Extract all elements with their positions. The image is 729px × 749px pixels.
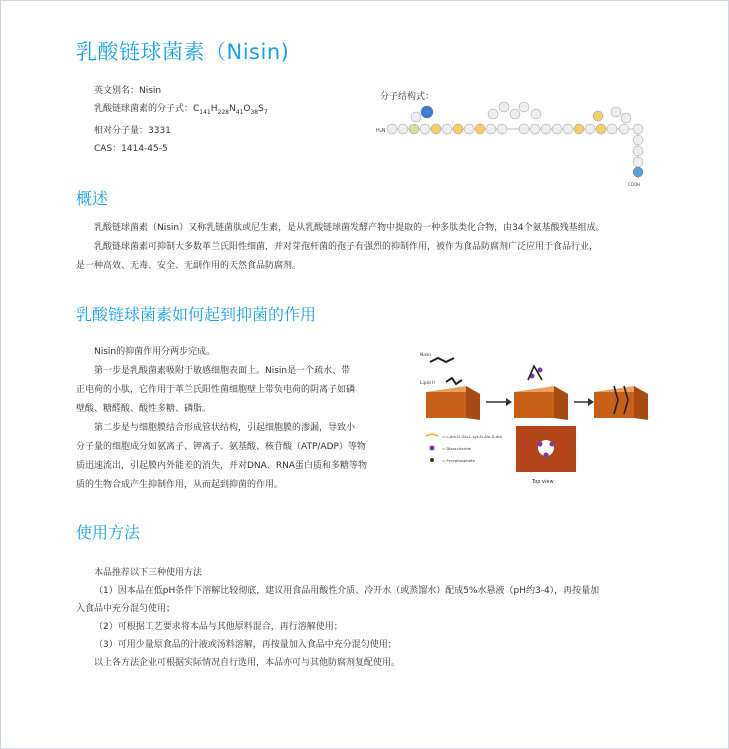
cas-line: CAS：1414-45-5 bbox=[94, 143, 168, 154]
usage-method-3: （3）可用少量原食品的汁液或汤料溶解，再按量加入食品中充分混匀使用； bbox=[94, 640, 397, 650]
molecule-structure-diagram bbox=[376, 102, 656, 188]
residue bbox=[531, 109, 541, 119]
residue bbox=[585, 124, 595, 134]
section-heading-usage: 使用方法 bbox=[76, 523, 141, 542]
residue bbox=[420, 124, 430, 134]
mechanism-line: 正电荷的小肽，它作用于革兰氏阳性菌细胞壁上带负电荷的阴离子如磷 bbox=[76, 385, 356, 395]
membrane-block bbox=[594, 386, 648, 420]
residue bbox=[519, 102, 529, 112]
chain-residues bbox=[387, 102, 643, 177]
usage-method-1b: 入食品中充分混匀使用； bbox=[76, 604, 176, 614]
residue bbox=[442, 124, 452, 134]
residue bbox=[453, 124, 463, 134]
mechanism-line: 质的生物合成产生抑制作用，从而起到抑菌的作用。 bbox=[76, 480, 284, 490]
overview-p2b: 是一种高效、无毒、安全、无副作用的天然食品防腐剂。 bbox=[76, 261, 302, 271]
alias-line: 英文别名：Nisin bbox=[94, 86, 162, 96]
legend-2: = Disaccharide bbox=[442, 446, 471, 451]
overview-p1: 乳酸链球菌素（Nisin）又称乳链菌肽或尼生素，是从乳酸链球菌发酵产物中提取的一种多肽类化合物，由34个氨基酸残基组成。 bbox=[94, 223, 605, 233]
mechanism-illustration bbox=[416, 340, 656, 490]
product-info bbox=[94, 82, 268, 158]
section-heading-overview: 概述 bbox=[76, 189, 109, 208]
residue bbox=[633, 146, 643, 156]
nisin-label: Nisin bbox=[420, 353, 432, 358]
mechanism-line: 壁酸、糖醛酸、酸性多糖、磷脂。 bbox=[76, 404, 212, 414]
top-view-label: Top view bbox=[532, 479, 554, 485]
residue bbox=[596, 124, 606, 134]
legend-1: = L-Ala-D-Glu-L-Lys-D-Ala-D-Ala bbox=[442, 434, 502, 439]
mechanism-line: 分子量的细胞成分如氨离子、钾离子、氨基酸、核苷酸（ATP/ADP）等物 bbox=[76, 442, 366, 452]
residue-highlight bbox=[633, 167, 643, 177]
membrane-block bbox=[426, 386, 480, 420]
residue bbox=[619, 124, 629, 134]
cooh-label: COOH bbox=[628, 182, 641, 187]
residue bbox=[409, 124, 419, 134]
residue bbox=[593, 111, 603, 121]
residue bbox=[519, 124, 529, 134]
page-title: 乳酸链球菌素（Nisin) bbox=[76, 40, 290, 64]
h2n-label: H₂N bbox=[376, 128, 386, 134]
structure-label: 分子结构式： bbox=[380, 92, 435, 102]
usage-end: 以上各方法企业可根据实际情况自行选用，本品亦可与其他防腐剂复配使用。 bbox=[94, 658, 401, 668]
residue bbox=[574, 124, 584, 134]
residue bbox=[510, 109, 520, 119]
legend-3: = Pyrophosphate bbox=[442, 458, 475, 463]
residue bbox=[530, 124, 540, 134]
mechanism-line: 第一步是乳酸菌素吸附于敏感细胞表面上。Nisin是一个疏水、带 bbox=[94, 366, 351, 376]
residue bbox=[563, 124, 573, 134]
residue bbox=[611, 107, 621, 117]
residue bbox=[486, 124, 496, 134]
residue bbox=[633, 124, 643, 134]
mechanism-line: 质迅速流出，引起膜内外能差的消失，并对DNA、RNA蛋白质和多糖等物 bbox=[76, 461, 367, 471]
residue bbox=[497, 124, 507, 134]
residue bbox=[633, 135, 643, 145]
usage-method-2: （2）可根据工艺要求将本品与其他原料混合，再行溶解使用； bbox=[94, 622, 343, 632]
residue bbox=[475, 124, 485, 134]
residue bbox=[607, 124, 617, 134]
usage-method-1a: （1）因本品在低pH条件下溶解比较彻底，建议用食品用酸性介质、冷开水（或蒸馏水）配成5%水悬液（pH约3-4），再按量加 bbox=[94, 586, 600, 596]
residue bbox=[411, 112, 421, 122]
residue bbox=[464, 124, 474, 134]
residue bbox=[387, 124, 397, 134]
overview-p2a: 乳酸链球菌素可抑制大多数革兰氏阳性细菌，并对芽孢杆菌的孢子有强烈的抑制作用，被作为食品防腐剂广泛应用于食品行业， bbox=[94, 242, 599, 252]
residue bbox=[552, 124, 562, 134]
mechanism-line: 第二步是与细胞膜结合形成管状结构，引起细胞膜的渗漏，导致小 bbox=[94, 423, 356, 433]
residue bbox=[541, 124, 551, 134]
section-heading-mechanism: 乳酸链球菌素如何起到抑菌的作用 bbox=[76, 305, 317, 324]
residue bbox=[633, 157, 643, 167]
residue bbox=[621, 113, 631, 123]
mass-line: 相对分子量：3331 bbox=[94, 125, 171, 136]
usage-intro: 本品推荐以下三种使用方法 bbox=[94, 568, 203, 578]
formula-line: 乳酸链球菌素的分子式：$C_{141}H_{228}N_{41}O_{38}S_7$ bbox=[94, 104, 268, 116]
mechanism-line: Nisin的抑菌作用分两步完成。 bbox=[94, 347, 216, 357]
residue-highlight bbox=[421, 106, 433, 118]
residue bbox=[431, 124, 441, 134]
residue bbox=[398, 124, 408, 134]
lipid-label: Lipid II bbox=[420, 381, 435, 386]
residue bbox=[499, 102, 509, 112]
membrane-block bbox=[514, 386, 568, 420]
residue bbox=[488, 109, 498, 119]
